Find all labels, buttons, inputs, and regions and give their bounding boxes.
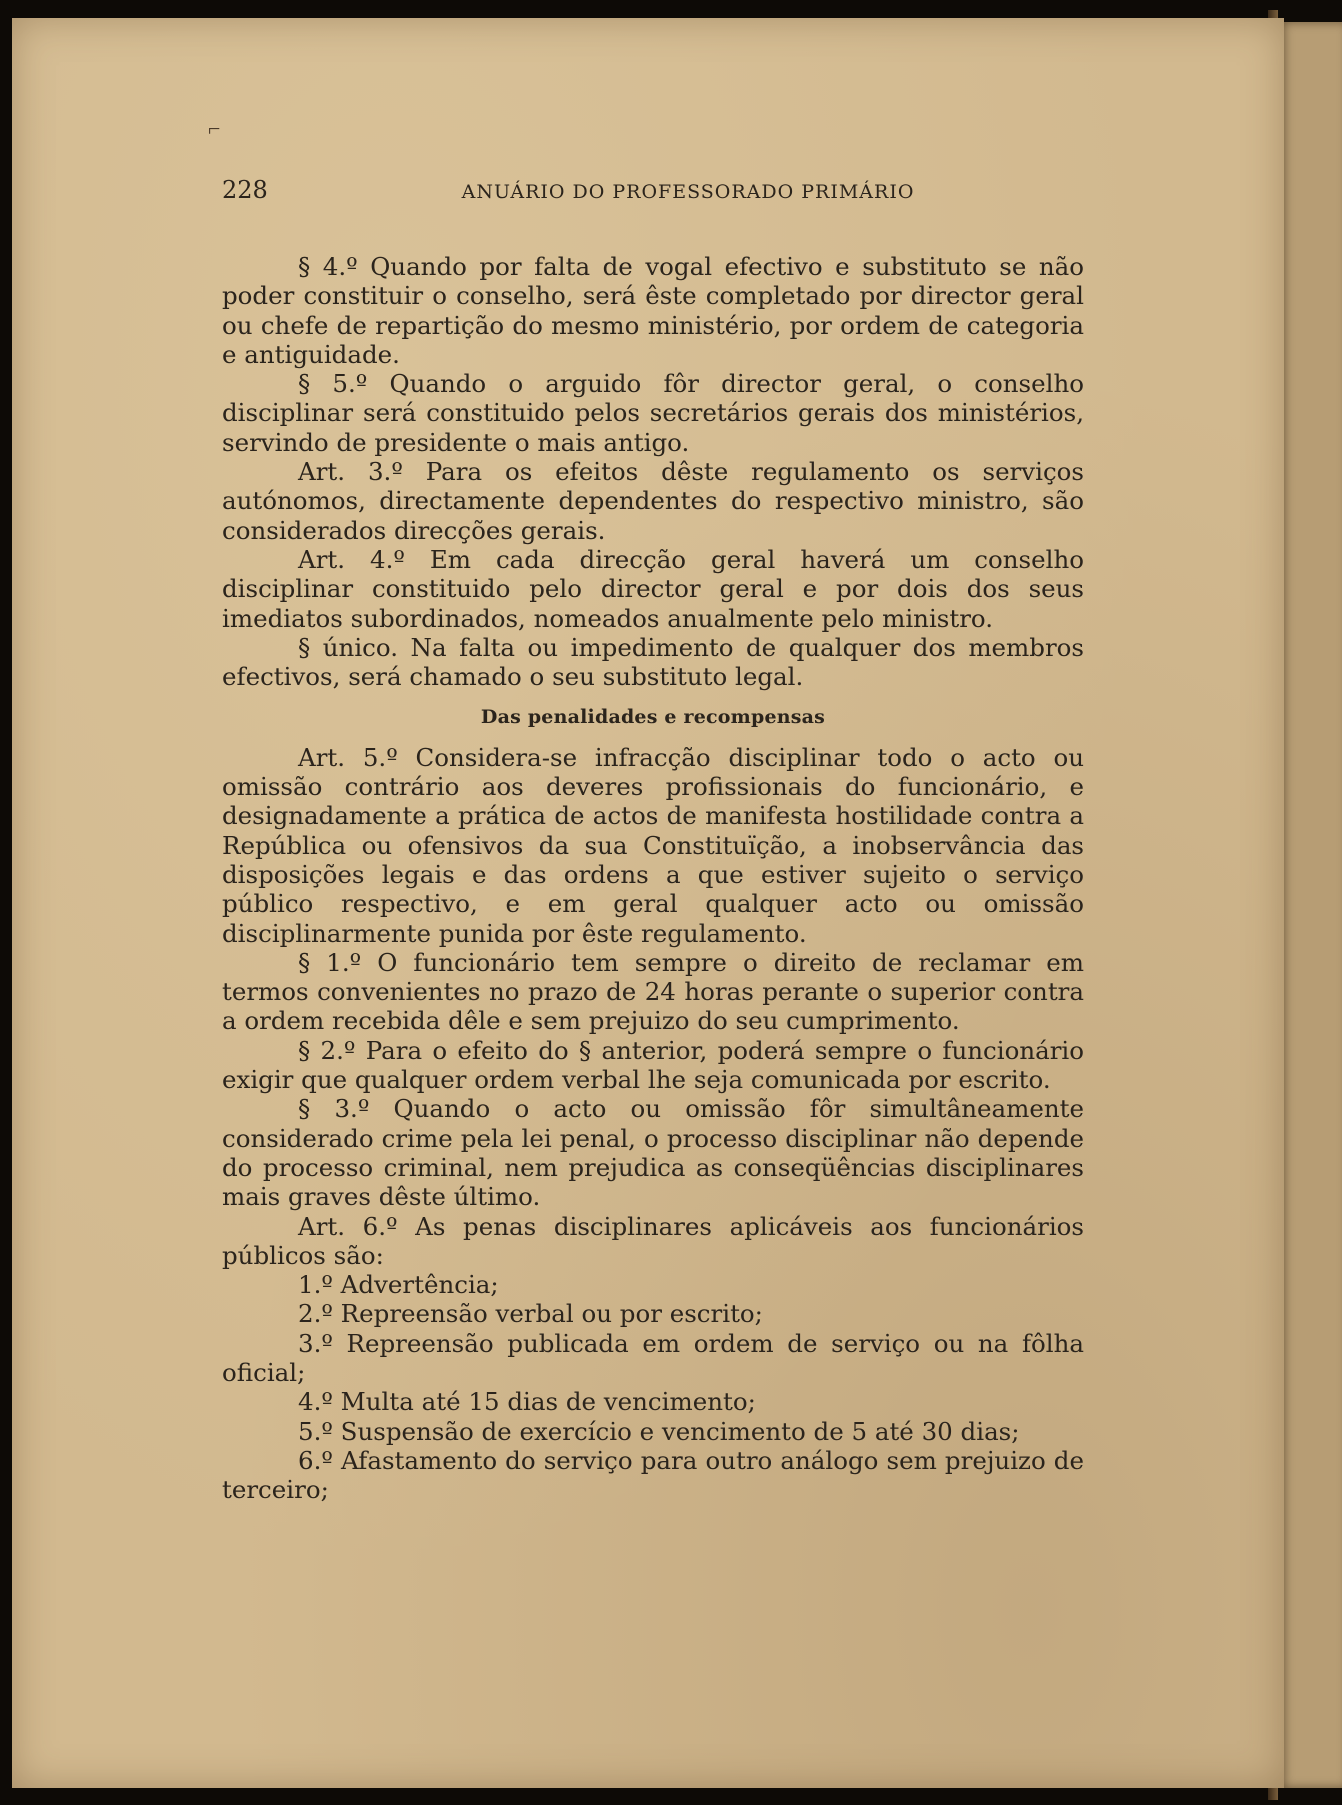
- paragraph-par4: § 4.º Quando por falta de vogal efectivo e substituto se não poder constituir o conselho, será êste completado por director geral ou chefe de repartição do mesmo ministério, por ordem de categoria e antiguidade.: [222, 252, 1084, 369]
- paragraph-art5-par1: § 1.º O funcionário tem sempre o direito de reclamar em termos convenientes no prazo de 24 horas perante o superior contra a ordem recebida dêle e sem prejuizo do seu cumprimento.: [222, 947, 1084, 1036]
- corner-mark-icon: ⌐: [208, 116, 221, 141]
- paragraph-art5-par2: § 2.º Para o efeito do § anterior, poderá sempre o funcionário exigir que qualquer ordem verbal lhe seja comunicada por escrito.: [222, 1035, 1084, 1095]
- list-item: 5.º Suspensão de exercício e vencimento de 5 até 30 dias;: [298, 1416, 1020, 1446]
- list-item: 3.º Repreensão publicada em ordem de serviço ou na fôlha oficial;: [222, 1328, 1084, 1387]
- page-number: 228: [222, 176, 268, 204]
- paragraph-art5: Art. 5.º Considera-se infracção disciplinar todo o acto ou omissão contrário aos deveres profissionais do funcionário, e designadamente a prática de actos de manifesta hostilidade contra a República ou ofensivos da sua Constituïção, a inobservância das disposições legais e das ordens a que estiver sujeito o serviço público respectivo, e em geral qualquer acto ou omissão disciplinarmente punida por êste regulamento.: [222, 742, 1084, 948]
- paragraph-par-unico: § único. Na falta ou impedimento de qualquer dos membros efectivos, será chamado o seu substituto legal.: [222, 632, 1084, 692]
- list-item: 1.º Advertência;: [298, 1270, 499, 1300]
- list-item: 6.º Afastamento do serviço para outro análogo sem prejuizo de terceiro;: [222, 1445, 1084, 1505]
- section-title: Das penalidades e recompensas: [480, 706, 826, 729]
- page-header: [222, 176, 1084, 206]
- paragraph-art5-par3: § 3.º Quando o acto ou omissão fôr simultâneamente considerado crime pela lei penal, o processo disciplinar não depende do processo criminal, nem prejudica as conseqüências disciplinares mais graves dêste último.: [222, 1094, 1084, 1212]
- paragraph-art3: Art. 3.º Para os efeitos dêste regulamento os serviços autónomos, directamente dependentes do respectivo ministro, são considerados direcções gerais.: [222, 457, 1084, 545]
- paragraph-par5: § 5.º Quando o arguido fôr director geral, o conselho disciplinar será constituido pelos secretários gerais dos ministérios, servindo de presidente o mais antigo.: [222, 369, 1084, 457]
- paragraph-art6: Art. 6.º As penas disciplinares aplicáveis aos funcionários públicos são:: [222, 1211, 1084, 1270]
- adjacent-page-edge: [1278, 22, 1342, 1788]
- list-item: 2.º Repreensão verbal ou por escrito;: [298, 1299, 763, 1329]
- page-text: [222, 176, 1084, 1504]
- list-item: 4.º Multa até 15 dias de vencimento;: [298, 1387, 756, 1417]
- paragraph-art4: Art. 4.º Em cada direcção geral haverá um conselho disciplinar constituido pelo director geral e por dois dos seus imediatos subordinados, nomeados anualmente pelo ministro.: [222, 544, 1084, 633]
- running-head: ANUÁRIO DO PROFESSORADO PRIMÁRIO: [461, 181, 915, 203]
